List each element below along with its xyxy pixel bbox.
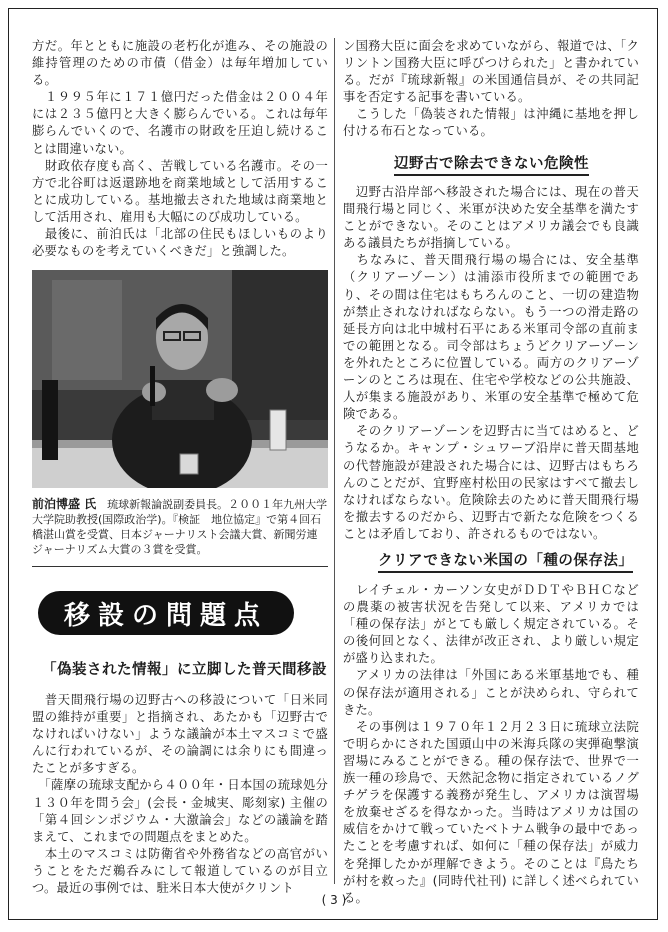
paragraph: １９９５年に１７１億円だった借金は２００４年には２３５億円と大きく膨らんでいる。これは毎年膨らんでいくので、名護市の財政を圧迫し続けることは間違いない。 [32,90,328,156]
paragraph: 「薩摩の琉球支配から４００年・日本国の琉球処分１３０年を問う会」(会長・金城実、彫刻家) 主催の「第４回シンポジウム・大激論会」などの議論を踏まえて、これまでの問題点をまとめた。 [32,778,328,844]
paragraph: 辺野古沿岸部へ移設された場合には、現在の普天間飛行場と同じく、米軍が決めた安全基準を満たすことができない。そのことはアメリカ議会でも良識ある議員たちが指摘している。 [343,185,639,251]
paragraph: こうした「偽装された情報」は沖縄に基地を押し付ける布石となっている。 [343,107,639,139]
paragraph: ちなみに、普天間飛行場の場合には、安全基準（クリアーゾーン）は浦添市役所までの範囲であり、その間は住宅はもちろんのこと、一切の建造物が禁止されなければならない。もう一つの滑走路の延長方向は北中城村石平にある米軍司令部の直前までの範囲となる。司令部はちょうどクリアーゾーンを外れたところに位置している。両方のクリアーゾーンのところは現在、住宅や学校などの公共施設、人が集まる施設があり、米軍の安全基準で極めて危険である。 [343,253,639,422]
photo-caption [32,497,328,557]
left-column-bottom [32,692,328,897]
page-number: ( 3 ) [321,893,347,907]
section-banner: 移設の問題点 [38,591,294,635]
paragraph: 財政依存度も高く、苦戦している名護市。その一方で北谷町は返還跡地を商業地域として活用することに成功している。基地撤去された地域は商業地として活用され、雇用も大幅にのび成功している。 [32,158,328,224]
section-headline: 辺野古で除去できない危険性 [394,152,589,176]
right-column-middle [343,184,639,543]
paragraph: 本土のマスコミは防衛省や外務省などの高官がいうことをただ鵜呑みにして報道しているのが目立つ。最近の事例では、駐米日本大使がクリント [32,846,328,896]
paragraph: 最後に、前泊氏は「北部の住民もほしいものより必要なものを考えていくべきだ」と強調した。 [32,227,328,259]
paragraph: 方だ。年とともに施設の老朽化が進み、その施設の維持管理のための市債（借金）は毎年増加している。 [32,39,328,88]
speaker-photo-illustration [32,270,328,488]
speaker-photo [32,270,328,488]
paragraph: アメリカの法律は「外国にある米軍基地でも、種の保存法が適用される」ことが決められ、守られてきた。 [343,668,639,717]
caption-name: 前泊博盛 氏 [32,497,97,511]
section-divider [32,566,328,567]
left-column-top [32,38,328,260]
right-column-bottom [343,582,639,907]
paragraph: その事例は１９７０年１２月２３日に琉球立法院で明らかにされた国頭山中の米海兵隊の実弾砲撃演習場にみることができる。種の保存法で、世界で一族一種の珍鳥で、天然記念物に指定されているノグチゲラを保護する義務が発生し、アメリカは演習場を放棄せざるを得なかった。当時はアメリカは国の威信をかけて戦っていたベトナム戦争の最中であったことを考慮すれば、如何に「種の保存法」が威力を発揮したかが理解できよう。そのことは『鳥たちが村を救った』(同時代社刊) に詳しく述べられている。 [343,719,639,905]
section-headline: クリアできない米国の「種の保存法」 [378,549,633,573]
section-headline: 「偽装された情報」に立脚した普天間移設 [42,662,327,678]
right-column-top [343,38,639,141]
paragraph: レイチェル・カーソン女史がＤＤＴやＢＨＣなどの農薬の被害状況を告発して以来、アメリカでは「種の保存法」がとても厳しく規定されている。その後何回となく、法律が改正され、より厳しい規定が盛り込まれた。 [343,583,639,666]
column-divider [334,38,335,884]
paragraph: 普天間飛行場の辺野古への移設について「日米同盟の維持が重要」と指摘され、あたかも「辺野古でなければいけない」ような議論が本土マスコミで盛んに行われているが、その論調には余りにも間違ったことが多すぎる。 [32,693,328,776]
paragraph: そのクリアーゾーンを辺野古に当てはめると、どうなるか。キャンプ・シュワーブ沿岸に普天間基地の代替施設が建設された場合には、辺野古はもちろんのことだが、宜野座村松田の民家はすべて撤去しなければならない。危険除去のために普天間飛行場を撤去するのだから、辺野古で新たな危険をつくることは矛盾しており、許されるものではない。 [343,424,639,541]
paragraph: ン国務大臣に面会を求めていながら、報道では、「クリントン国務大臣に呼びつけられた」と書かれている。だが『琉球新報』の米国通信員が、その共同記事を否定する記事を書いている。 [343,39,639,105]
caption-text: 琉球新報論説副委員長。２００１年九州大学大学院助教授(国際政治学)。『検証 地位協定』で第４回石橋湛山賞を受賞、日本ジャーナリスト会議大賞、新聞労連ジャーナリズム大賞の３賞を受賞。 [32,498,328,556]
